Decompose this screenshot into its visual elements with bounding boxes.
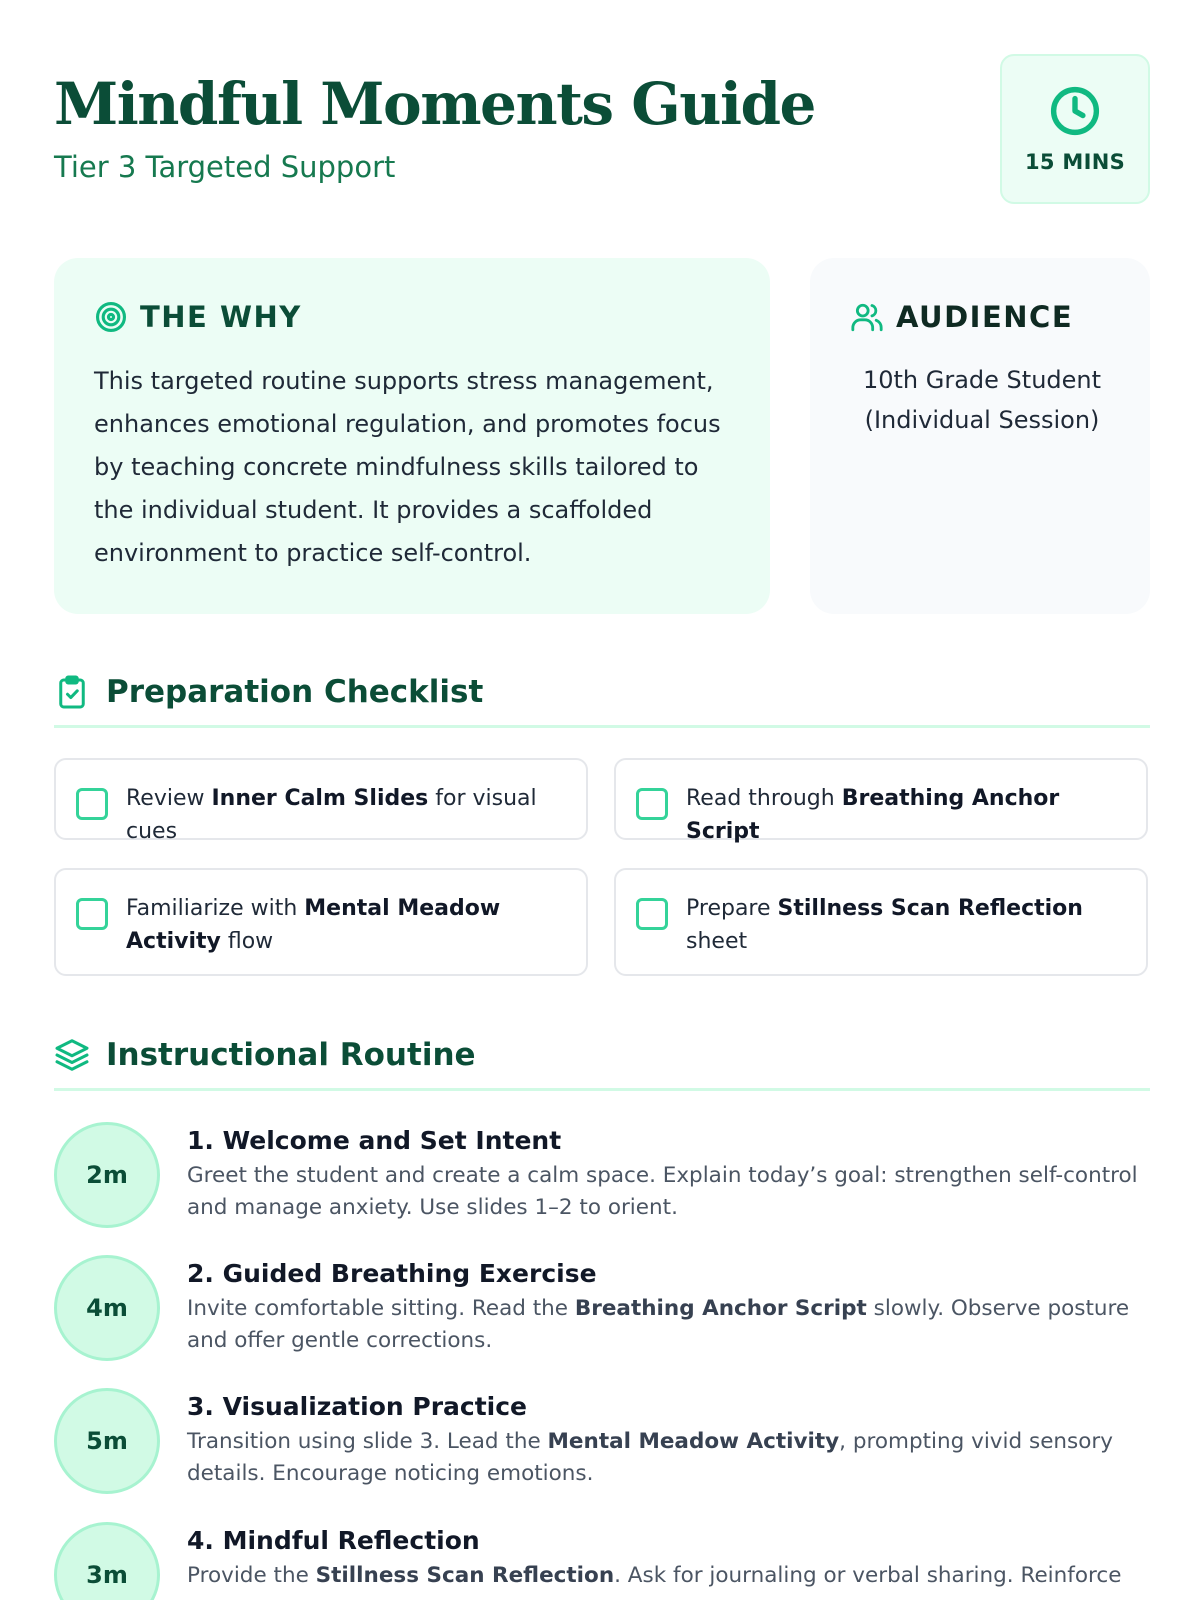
- routine-step: [54, 1522, 1150, 1600]
- step-title: 3. Visualization Practice: [187, 1392, 528, 1421]
- step-duration: 5m: [54, 1388, 160, 1494]
- step-description: Transition using slide 3. Lead the Mental Meadow Activity, prompting vivid sensory details. Encourage noticing emotions.: [187, 1429, 1113, 1486]
- checkbox[interactable]: [636, 898, 668, 930]
- step-title: 1. Welcome and Set Intent: [187, 1126, 562, 1155]
- routine-title: Instructional Routine: [106, 1036, 476, 1073]
- checklist-item[interactable]: [614, 758, 1148, 844]
- checklist-item-text: Read through Breathing Anchor Script: [686, 786, 1060, 844]
- clipboard-check-icon: [54, 673, 90, 711]
- checklist-item-text: Review Inner Calm Slides for visual cues: [126, 786, 537, 844]
- checklist-item[interactable]: [54, 758, 588, 844]
- target-icon: [94, 300, 128, 334]
- duration-label: 15 MINS: [1024, 150, 1126, 174]
- users-icon: [850, 300, 884, 334]
- checklist-title: Preparation Checklist: [106, 673, 484, 710]
- checklist-item-text: Familiarize with Mental Meadow Activity flow: [126, 896, 501, 954]
- routine-step: [54, 1122, 1150, 1232]
- audience-line-1: 10th Grade Student: [862, 366, 1102, 394]
- step-duration: 3m: [54, 1522, 160, 1600]
- why-heading: THE WHY: [140, 300, 302, 334]
- checklist-header: [54, 668, 1150, 728]
- page-title: Mindful Moments Guide: [54, 70, 815, 138]
- page-header: [54, 60, 1150, 210]
- step-duration: 4m: [54, 1255, 160, 1361]
- duration-badge: [1000, 54, 1150, 204]
- checkbox[interactable]: [76, 898, 108, 930]
- checklist-item[interactable]: [54, 868, 588, 976]
- checkbox[interactable]: [76, 788, 108, 820]
- audience-card: [810, 258, 1150, 614]
- step-title: 2. Guided Breathing Exercise: [187, 1259, 597, 1288]
- step-title: 4. Mindful Reflection: [187, 1526, 480, 1555]
- routine-header: [54, 1031, 1150, 1091]
- checkbox[interactable]: [636, 788, 668, 820]
- audience-line-2: (Individual Session): [864, 406, 1100, 434]
- step-description: Invite comfortable sitting. Read the Breathing Anchor Script slowly. Observe posture and offer gentle corrections.: [187, 1296, 1130, 1353]
- step-description: Greet the student and create a calm space. Explain today’s goal: strengthen self-control and manage anxiety. Use slides 1–2 to orient.: [187, 1163, 1138, 1220]
- routine-step: [54, 1388, 1150, 1498]
- step-duration: 2m: [54, 1122, 160, 1228]
- why-text: This targeted routine supports stress management, enhances emotional regulation, and promotes focus by teaching concrete mindfulness skills tailored to the individual student. It provides a scaffolded environment to practice self-control.: [94, 367, 721, 567]
- page-subtitle: Tier 3 Targeted Support: [54, 150, 396, 184]
- audience-heading: AUDIENCE: [896, 300, 1074, 334]
- layers-icon: [54, 1036, 90, 1074]
- audience-text: [850, 360, 1114, 440]
- checklist-item[interactable]: [614, 868, 1148, 976]
- step-description: Provide the Stillness Scan Reflection. Ask for journaling or verbal sharing. Reinforce: [187, 1563, 1122, 1588]
- routine-step: [54, 1255, 1150, 1365]
- clock-icon: [1048, 84, 1102, 138]
- why-card: [54, 258, 770, 614]
- checklist-item-text: Prepare Stillness Scan Reflection sheet: [686, 896, 1083, 954]
